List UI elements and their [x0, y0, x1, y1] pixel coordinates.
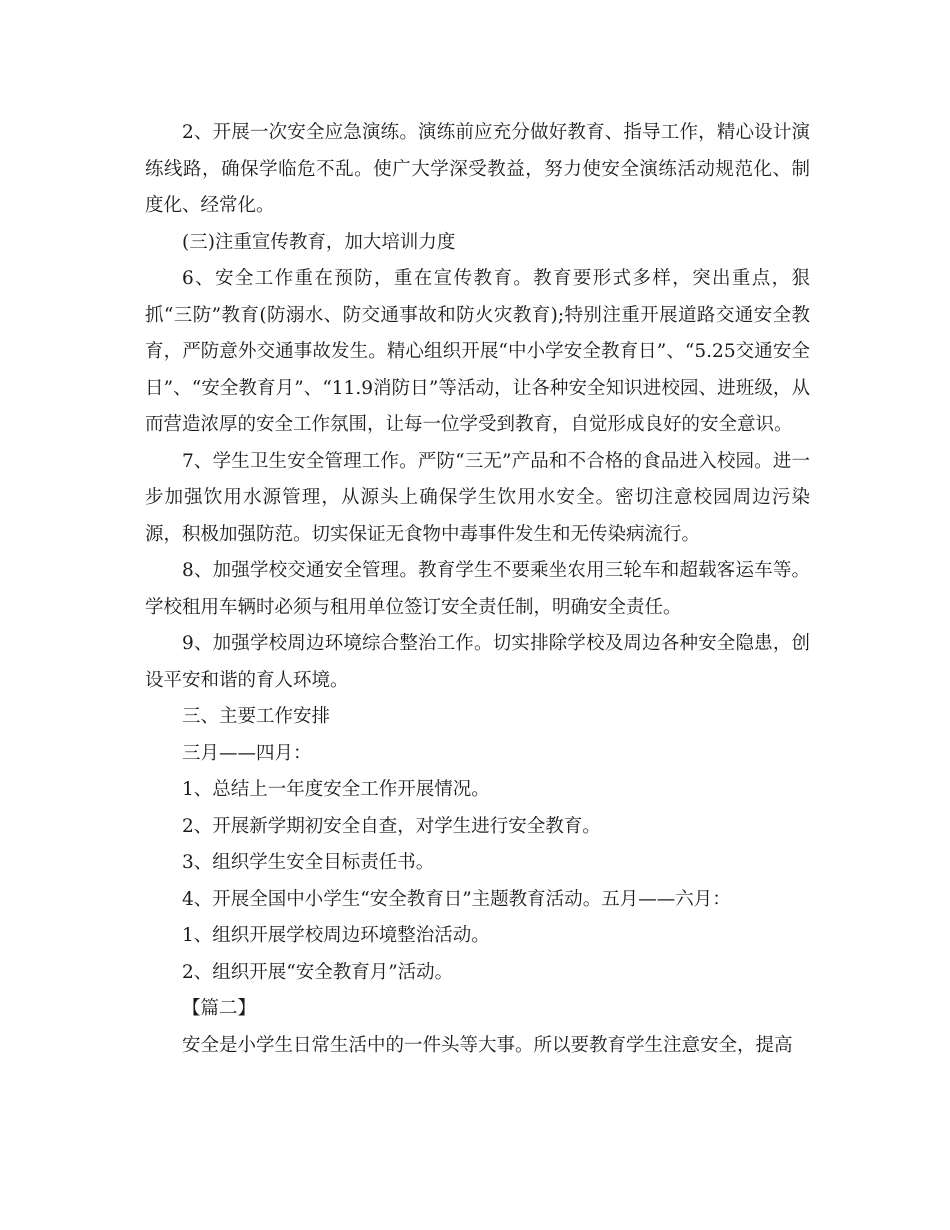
document-body	[145, 115, 810, 1064]
section-heading-schedule: 三、主要工作安排	[182, 706, 331, 727]
schedule-period-march-april: 三月——四月：	[182, 742, 312, 764]
schedule-item: 4、开展全国中小学生“安全教育日”主题教育活动。五月——六月：	[182, 888, 731, 910]
paragraph-traffic: 8、加强学校交通安全管理。教育学生不要乘坐农用三轮车和超载客运车等。学校租用车辆时必须与租用单位签订安全责任制，明确安全责任。	[145, 560, 810, 618]
paragraph-drill: 2、开展一次安全应急演练。演练前应充分做好教育、指导工作，精心设计演练线路，确保学临危不乱。使广大学深受教益，努力使安全演练活动规范化、制度化、经常化。	[145, 122, 810, 216]
paragraph-hygiene: 7、学生卫生安全管理工作。严防“三无”产品和不合格的食品进入校园。进一步加强饮用水源管理，从源头上确保学生饮用水安全。密切注意校园周边污染源，积极加强防范。切实保证无食物中毒事件发生和无传染病流行。	[145, 450, 810, 545]
section-heading-publicity: (三)注重宣传教育，加大培训力度	[182, 231, 456, 253]
paragraph-surroundings: 9、加强学校周边环境综合整治工作。切实排除学校及周边各种安全隐患，创设平安和谐的育人环境。	[145, 633, 810, 691]
schedule-item: 2、组织开展“安全教育月”活动。	[182, 961, 454, 983]
schedule-item: 2、开展新学期初安全自查，对学生进行安全教育。	[182, 815, 601, 837]
paragraph-prevention: 6、安全工作重在预防，重在宣传教育。教育要形式多样，突出重点，狠抓“三防”教育(防溺水、防交通事故和防火灾教育);特别注重开展道路交通安全教育，严防意外交通事故发生。精心组织开展“中小学安全教育日”、“5.25交通安全日”、“安全教育月”、“11.9消防日”等活动，让各种安全知识进校园、进班级，从而营造浓厚的安全工作氛围，让每一位学受到教育，自觉形成良好的安全意识。	[145, 268, 810, 435]
schedule-item: 1、组织开展学校周边环境整治活动。	[182, 925, 490, 946]
paragraph-part-two-intro: 安全是小学生日常生活中的一件头等大事。所以要教育学生注意安全，提高	[182, 1034, 793, 1056]
schedule-item: 1、总结上一年度安全工作开展情况。	[182, 779, 490, 800]
section-marker-part-two: 【篇二】	[182, 998, 257, 1019]
schedule-item: 3、组织学生安全目标责任书。	[182, 852, 435, 873]
